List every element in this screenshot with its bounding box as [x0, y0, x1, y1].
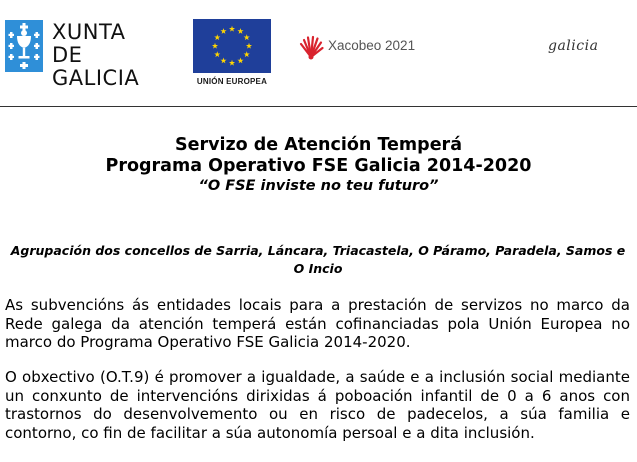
xacobeo-wordmark: Xacobeo 2021	[328, 38, 416, 53]
page-title: Servizo de Atención Temperá	[174, 135, 463, 155]
xacobeo-logo	[298, 34, 428, 60]
eu-flag-icon	[193, 19, 271, 73]
municipalities-group: Agrupación dos concellos de Sarria, Láncara, Triacastela, O Páramo, Paradela, Samos e O Incio	[10, 243, 626, 276]
motto: “O FSE inviste no teu futuro”	[198, 178, 439, 194]
xunta-line1: XUNTA	[52, 20, 126, 44]
title-block	[0, 135, 637, 196]
xacobeo-shell-icon	[298, 34, 324, 60]
program-title: Programa Operativo FSE Galicia 2014-2020	[105, 156, 532, 176]
xunta-wordmark	[52, 21, 175, 90]
xunta-logo	[5, 20, 175, 90]
eu-caption: UNIÓN EUROPEA	[196, 77, 268, 86]
paragraph-objective: O obxectivo (O.T.9) é promover a igualdade, a saúde e a inclusión social mediante un conxunto de intervencións dirixidas á poboación infantil de 0 a 6 anos con trastornos do desenvolvemento ou en risco de padecelos, a súa familia e contorno, co fin de facilitar a súa autonomía persoal e a dita inclusión.	[5, 368, 630, 442]
eu-logo	[193, 19, 271, 86]
header-divider	[0, 106, 637, 107]
paragraph-funding: As subvencións ás entidades locais para a prestación de servizos no marco da Rede galega da atención temperá están cofinanciadas pola Unión Europea no marco do Programa Operativo FSE Galicia 2014-2020.	[5, 296, 630, 351]
logo-bar	[0, 0, 637, 104]
xunta-emblem-icon	[5, 20, 43, 72]
galicia-logo: galicia	[548, 38, 599, 54]
xunta-line2: DE GALICIA	[52, 43, 140, 90]
